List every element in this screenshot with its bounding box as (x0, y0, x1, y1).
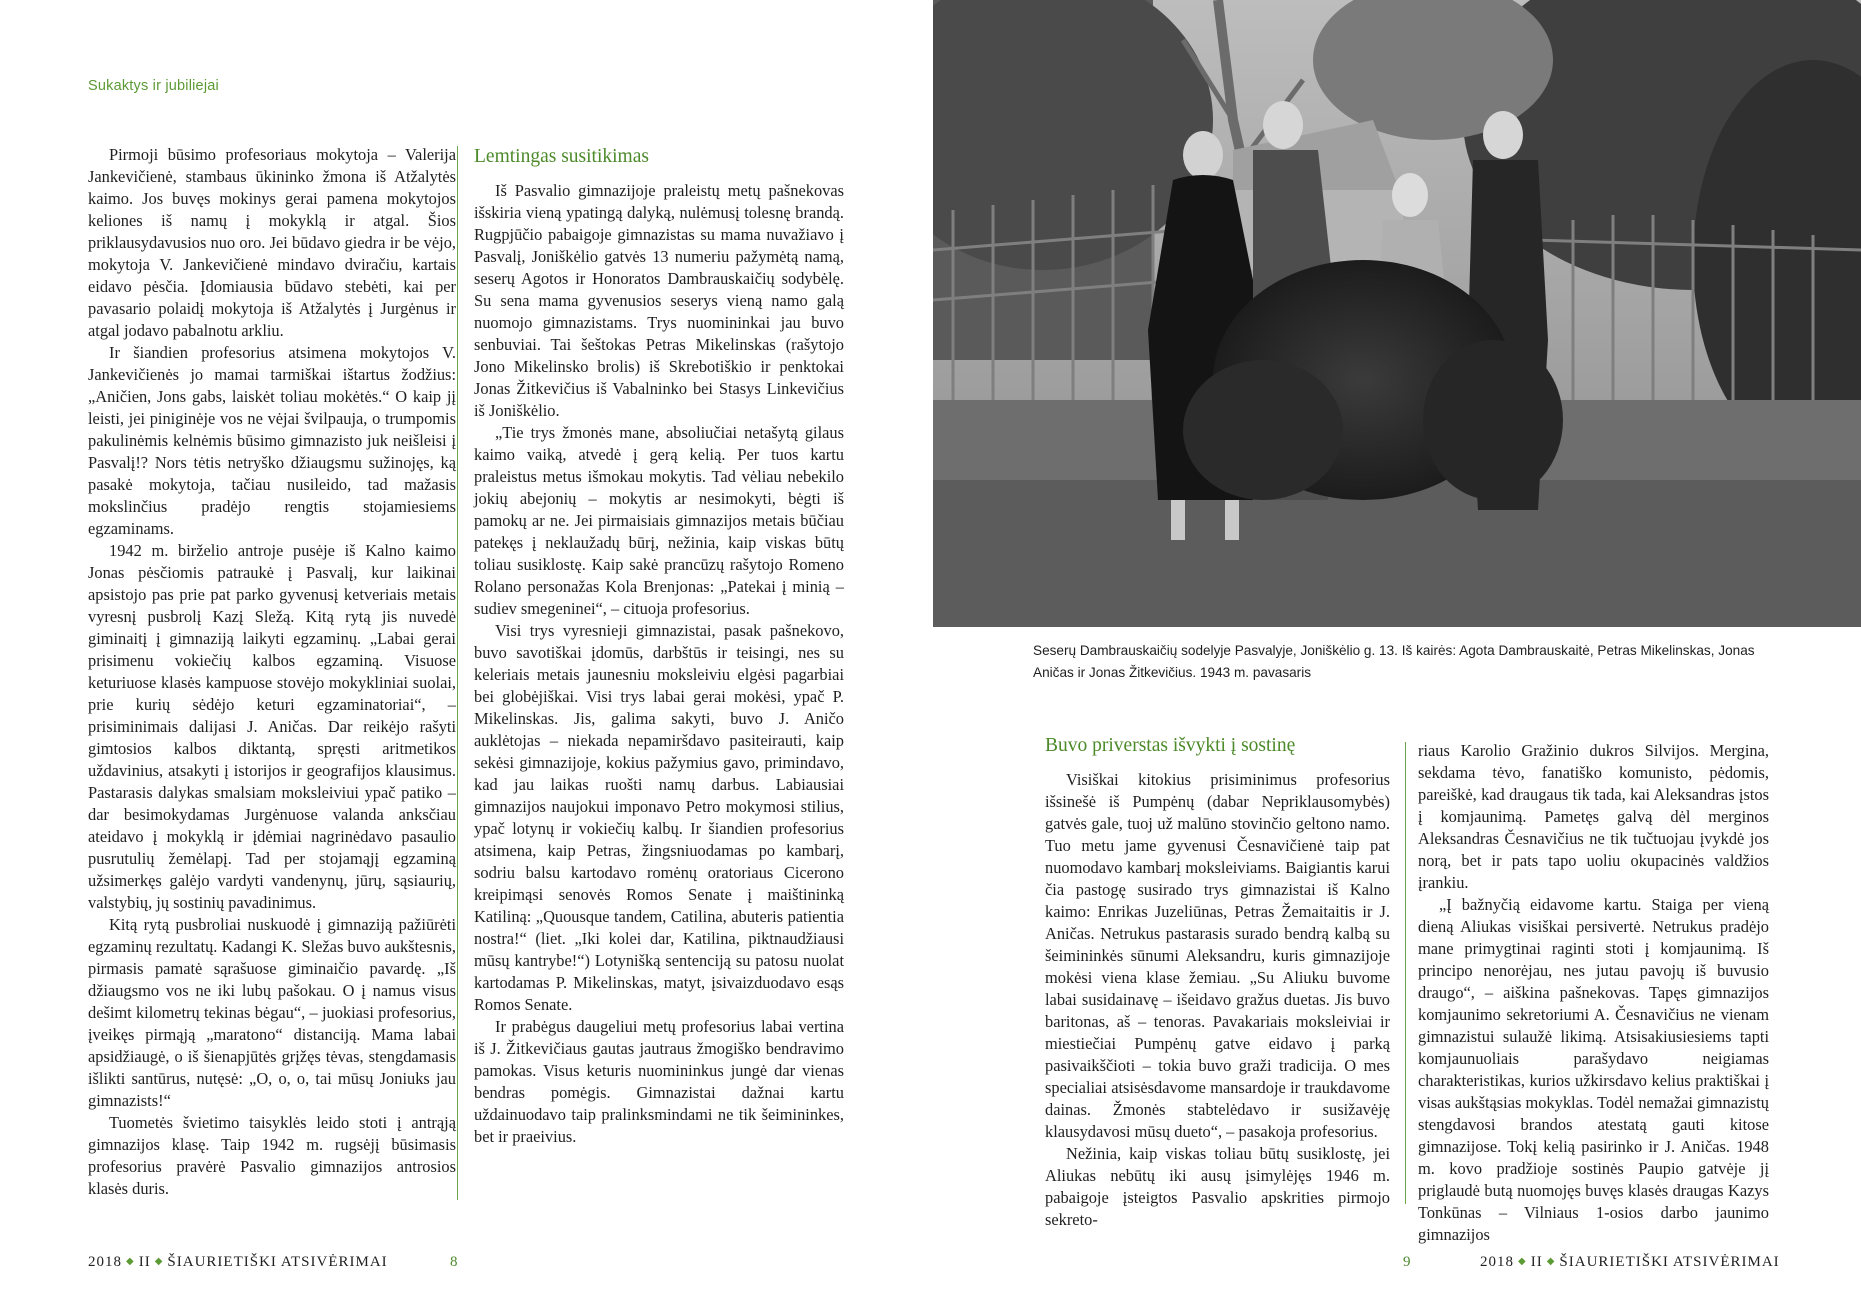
page-number-left: 8 (450, 1254, 458, 1270)
article-column-2 (474, 144, 844, 1148)
section-heading-lemtingas: Lemtingas susitikimas (474, 146, 649, 167)
paragraph: Ir prabėgus daugeliui metų profesorius labai vertina iš J. Žitkevičiaus gautas jautraus žmogiško bendravimo pamokas. Visus keturis nuomininkus jungė dar vienas bendras pomėgis. Gimnazistai dažnai kartu uždainuodavo taip pralinksmindami ne tik šeimininkes, bet ir praeivius. (474, 1017, 844, 1146)
paragraph: Nežinia, kaip viskas toliau būtų susiklostę, jei Aliukas nebūtų iki ausų įsimylėjęs 1946 m. pabaigoje įsteigtos Pasvalio apskrities pirmojo sekreto- (1045, 1144, 1390, 1229)
paragraph: 1942 m. birželio antroje pusėje iš Kalno kaimo Jonas pėsčiomis patraukė į Pasvalį, kur laikinai apsistojo pas prie pat parko gyvenusį ketveriais metais vyresnį pusbrolį Kazį Sležą. Kitą rytą jis nuvedė giminaitį į gimnaziją laikyti egzaminų. „Labai gerai prisimenu vokiečių kalbos egzaminą. Visuose keturiuose klasės kampuose stovėjo mokykliniai suolai, prie kurių sėdėjo keturi egzaminatoriai“, – prisiminimais dalijasi J. Aničas. Dar reikėjo rašyti gimtosios kalbos diktantą, spręsti aritmetikos uždavinius, atsakyti į istorijos ir geografijos klausimus. Pastarasis dalykas smalsiam moksleiviui ypač patiko – dar besimokydamas Jurgėnuose valanda anksčiau ateidavo į mokyklą ir įdėmiai nagrinėdavo pasaulio pusrutulių žemėlapį. Tad per stojamąjį egzaminą užsimerkęs galėjo vardyti vandenynų, jūrų, sąsiaurių, valstybių, jų sostinių pavadinimus. (88, 541, 456, 912)
column-divider (457, 146, 458, 1200)
photo-caption: Seserų Dambrauskaičių sodelyje Pasvalyje, Joniškėlio g. 13. Iš kairės: Agota Dambrauskaitė, Petras Mikelinskas, Jonas Aničas ir Jonas Žitkevičius. 1943 m. pavasaris (1033, 643, 1755, 680)
paragraph: Iš Pasvalio gimnazijoje praleistų metų pašnekovas išskiria vieną ypatingą dalyką, nulėmusį tolesnę brandą. Rugpjūčio pabaigoje gimnazistas su mama nuvažiavo į Pasvalį, Joniškėlio gatvės 13 numeriu pažymėtą namą, seserų Agotos ir Honoratos Dambrauskaičių sodybėlę. Su sena mama gyvenusios seserys vieną namo galą nuomojo gimnazistams. Trys nuomininkai jau buvo senbuviai. Tai šeštokas Petras Mikelinskas (rašytojo Jono Mikelinsko brolis) iš Skrebotiškio ir penktokai Jonas Žitkevičius iš Vabalninko bei Stasys Linkevičius iš Joniškėlio. (474, 181, 844, 420)
paragraph: „Į bažnyčią eidavome kartu. Staiga per vieną dieną Aliukas visiškai persivertė. Netrukus pradėjo mane primygtinai raginti stoti į komjaunimą. Iš principo nenorėjau, nes jutau pavojų iš buvusio draugo“, – aiškina pašnekovas. Tapęs gimnazijos komjaunimo sekretoriumi A. Česnavičius ne vienam gimnazistui sulaužė likimą. Atsisakiusiesiems tapti komjaunuoliais parašydavo neigiamas charakteristikas, kurios užkirsdavo kelius praktiškai į visas aukštąsias mokyklas. Todėl nemažai gimnazistų stengdavosi brandos atestatą gauti kitose gimnazijose. Tokį kelią pasirinko ir J. Aničas. 1948 m. kovo pradžioje sostinės Paupio gatvėje jį priglaudė butą nuomojęs buvęs klasės draugas Kazys Tonkūnas – Vilniaus 1-osios darbo jaunimo gimnazijos (1418, 895, 1769, 1244)
footer-issue: II (1530, 1254, 1543, 1270)
article-column-4 (1418, 740, 1769, 1246)
bullet-icon: ◆ (154, 1256, 164, 1267)
paragraph: Visi trys vyresnieji gimnazistai, pasak pašnekovo, buvo savotiškai įdomūs, darbštūs ir teisingi, nes su keleriais metais jaunesniu moksleiviu elgėsi pagarbiai bei globėjiškai. Visi trys labai gerai mokėsi, ypač P. Mikelinskas. Jis, galima sakyti, buvo J. Aničo auklėtojas – niekada nepamiršdavo pasiteirauti, kaip sekėsi gimnazijoje, kokius pažymius gavo, primindavo, kad jau laikas ruošti namų darbus. Labiausiai gimnazijos naujokui imponavo Petro mokymosi stilius, ypač lotynų ir vokiečių kalbų. Ir šiandien profesorius atsimena, kaip Petras, žingsniuodamas po kambarį, sodriu balsu kartodavo romėnų oratoriaus Cicerono kreipimąsi senovės Romos Senate į maištininką Katiliną: „Quousque tandem, Catilina, abuteris patientia nostra!“ (liet. „Iki kolei dar, Katilina, piktnaudžiausi mūsų kantrybe!“) Lotynišką sentenciją su patosu nuolat kartodamas P. Mikelinskas, matyt, įsivaizduodavo esąs Romos Senate. (474, 621, 844, 1014)
paragraph: Pirmoji būsimo profesoriaus mokytoja – Valerija Jankevičienė, stambaus ūkininko žmona iš Atžalytės kaimo. Jos buvęs mokinys gerai pamena mokytojos keliones iš namų į mokyklą ir atgal. Šios priklausydavusios nuo oro. Jei būdavo giedra ir be vėjo, mokytoja V. Jankevičienė mindavo dviračiu, kartais eidavo pėsčia. Įdomiausia būdavo stebėti, kai per pavasario polaidį mokytoja iš Atžalytės į Jurgėnus ir atgal jodavo pabalnotu arkliu. (88, 145, 456, 340)
photo-garden-four-people (933, 0, 1861, 627)
bullet-icon: ◆ (1518, 1256, 1527, 1267)
footer-year: 2018 (1480, 1254, 1514, 1270)
paragraph: Tuometės švietimo taisyklės leido stoti į antrąją gimnazijos klasę. Taip 1942 m. rugsėjį būsimasis profesorius pravėrė Pasvalio gimnazijos antrosios klasės duris. (88, 1113, 456, 1198)
article-column-3 (1045, 733, 1390, 1231)
paragraph: riaus Karolio Gražinio dukros Silvijos. Mergina, sekdama tėvo, fanatiško komunisto, pėdomis, pareiškė, kad draugaus tik tada, kai Aleksandras įstos į komjaunimą. Pametęs galvą dėl merginos Aleksandras Česnavičius ne tik tučtuojau įvykdė jos norą, bet ir pats tapo uoliu okupacinės valdžios įrankiu. (1418, 741, 1769, 892)
historical-photo (933, 0, 1861, 627)
footer-issue: II (138, 1254, 151, 1270)
page-number-right: 9 (1403, 1254, 1411, 1270)
bullet-icon: ◆ (126, 1256, 135, 1267)
footer-left (88, 1254, 388, 1271)
paragraph: Ir šiandien profesorius atsimena mokytojos V. Jankevičienės jo mamai tarmiškai ištartus žodžius: „Aničien, Jons gabs, laiskėt toliau mokėtės.“ O kaip jį leisti, jei piniginėje vos ne vėjai švilpauja, o trumpomis pakulinėmis kelnėmis būsimo gimnazisto juk neišleisi į Pasvalį!? Nors tėtis netryško džiaugsmu sužinojęs, ką pasakė mokytoja, tačiau nusileido, tad mažasis mokslinčius pradėjo rengtis stojamiesiems egzaminams. (88, 343, 456, 538)
article-column-1 (88, 144, 456, 1200)
column-divider-right (1405, 742, 1406, 1204)
section-heading-sostine: Buvo priverstas išvykti į sostinę (1045, 735, 1296, 756)
paragraph: Kitą rytą pusbroliai nuskuodė į gimnaziją pažiūrėti egzaminų rezultatų. Kadangi K. Sležas buvo aukštesnis, pirmasis pamatė sąrašuose giminaičio pavardę. „Iš džiaugsmo vos ne iki lubų pašokau. O į namus visus dešimt kilometrų tekinas bėgau“, – juokiasi profesorius, įveikęs pirmąją „maratono“ distanciją. Mama labai apsidžiaugė, o iš šienapjūtės grįžęs tėvas, stengdamasis išlikti santūrus, nutęsė: „O, o, o, tai mūsų Joniuks jau gimnazists!“ (88, 915, 456, 1110)
paragraph: „Tie trys žmonės mane, absoliučiai netašytą gilaus kaimo vaiką, atvedė į gerą kelią. Per tuos kartu praleistus metus išmokau mokytis. Tad vėliau nebekilo jokių abejonių – mokytis ar nesimokyti, bėgti iš pamokų ar ne. Jei pirmaisiais gimnazijos metais būčiau patekęs į neklaužadų būrį, nežinia, kaip viskas būtų toliau susiklostę. Kaip sakė prancūzų rašytojo Romeno Rolano personažas Kola Brenjonas: „Patekai į minią – sudiev smegeninei“, – cituoja profesorius. (474, 423, 844, 618)
footer-year: 2018 (88, 1254, 122, 1270)
footer-magazine: ŠIAURIETIŠKI ATSIVĖRIMAI (167, 1254, 388, 1270)
bullet-icon: ◆ (1546, 1256, 1556, 1267)
footer-magazine: ŠIAURIETIŠKI ATSIVĖRIMAI (1559, 1254, 1780, 1270)
section-label: Sukaktys ir jubiliejai (88, 78, 219, 94)
footer-right (1480, 1254, 1780, 1271)
paragraph: Visiškai kitokius prisiminimus profesorius išsinešė iš Pumpėnų (dabar Nepriklausomybės) gatvės gale, tuoj už malūno stovinčio geltono namo. Tuo metu jame gyvenusi Česnavičienė taip pat nuomodavo kambarį moksleiviams. Baigiantis karui čia pastogę susirado trys gimnazistai iš Kalno kaimo: Enrikas Juzeliūnas, Petras Žemaitaitis ir J. Aničas. Netrukus pastarasis surado bendrą kalbą su šeimininkės sūnumi Aleksandru, kuris gimnazijoje mokėsi viena klase žemiau. „Su Aliuku buvome labai susidainavę – išeidavo gražus duetas. Jis buvo baritonas, aš – tenoras. Pavakariais moksleiviai ir miestiečiai Pumpėnų gatve eidavo į parką pasivaikščioti – tokia buvo graži tradicija. O mes specialiai atsisėsdavome mansardoje ir traukdavome dainas. Žmonės stabtelėdavo ir susižavėję klausydavosi mūsų dueto“, – pasakoja profesorius. (1045, 770, 1390, 1141)
